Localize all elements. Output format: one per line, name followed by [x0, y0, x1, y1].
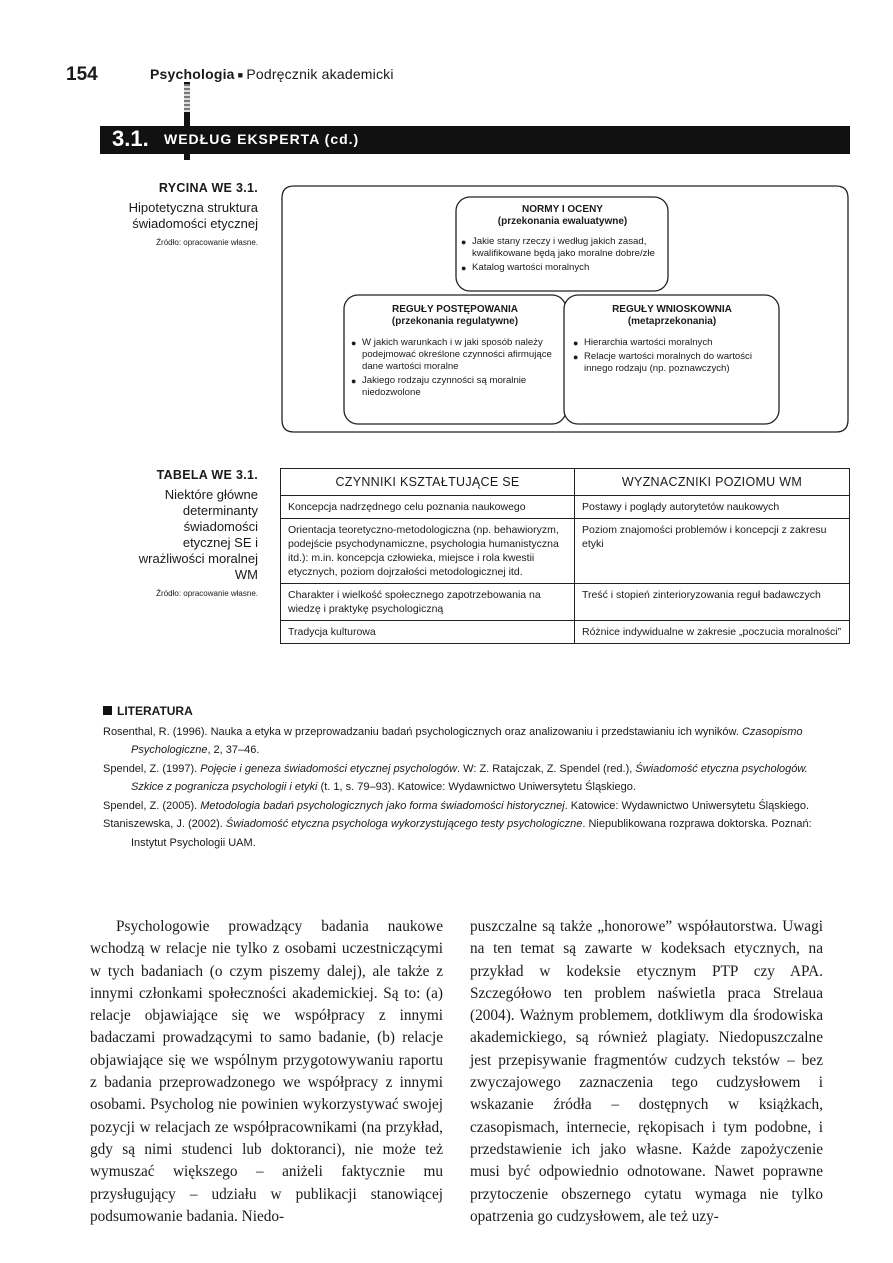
running-title: [150, 66, 394, 82]
reference-text: . Katowice: Wydawnictwo Uniwersytetu Śląskiego.: [564, 799, 810, 812]
reference-title: Metodologia badań psychologicznych jako forma świadomości historycznej: [200, 799, 565, 812]
column-header: WYZNACZNIKI POZIOMU WM: [575, 469, 850, 496]
reference-text: Spendel, Z. (2005).: [103, 799, 201, 812]
book-subtitle: Podręcznik akademicki: [246, 66, 394, 82]
body-paragraph: puszczalne są także „honorowe” współautorstwa. Uwagi na ten temat są zawarte w kodeksach etycznych, na przykład w kodeksie etycznym PTP czy APA. Szczegółowo ten problem naświetla praca Strelaua (2004). Ważnym problemem, dotkliwym dla środowiska akademickiego, są również plagiaty. Niedopuszczalne jest przepisywanie fragmentów cudzych tekstów – bez zwyczajowego zaznaczenia tego cudzysłowem i wskazanie źródła – dostępnych w książkach, czasopismach, internecie, rękopisach i tym podobne, i przedstawienie ich jako własne. Każde zapożyczenie musi być odpowiednio odnotowane. Nawet poprawne przytoczenie obszernego cytatu wymaga nie tylko opatrzenia go cudzysłowem, ale też uzy-: [470, 918, 823, 1225]
figure-label: RYCINA WE 3.1.: [158, 181, 258, 195]
reference-text: . Niepublikowana rozprawa doktorska. Poznań: Instytut Psychologii UAM.: [131, 818, 812, 849]
figure-caption: [108, 181, 258, 247]
table-row: [281, 519, 850, 584]
table-cell: Poziom znajomości problemów i koncepcji z zakresu etyki: [575, 519, 850, 584]
table-cell: Postawy i poglądy autorytetów naukowych: [575, 496, 850, 519]
table-source: Źródło: opracowanie własne.: [156, 589, 258, 598]
reference-journal: Czasopismo Psychologiczne: [131, 725, 803, 756]
conduct-rules-list: [350, 337, 560, 399]
inference-rules-item: ● Hierarchia wartości moralnych: [584, 337, 772, 349]
page-number: 154: [66, 64, 98, 85]
table-caption: [138, 468, 258, 598]
conduct-rules-title: REGUŁY POSTĘPOWANIA: [392, 304, 518, 315]
conduct-rules-subtitle: (przekonania regulatywne): [391, 316, 519, 327]
table-row: [281, 584, 850, 621]
reference-book-title: Świadomość etyczna psychologów. Szkice z pogranicza psychologii i etyki: [131, 762, 808, 793]
norms-box: [460, 204, 665, 276]
conduct-rules-item: ● Jakiego rodzaju czynności są moralnie niedozwolone: [362, 375, 560, 399]
inference-rules-item: ● Relacje wartości moralnych do wartości innego rodzaju (np. poznawczych): [584, 351, 772, 375]
table-cell: Różnice indywidualne w zakresie „poczucia moralności”: [575, 621, 850, 644]
table-row: [281, 621, 850, 644]
ethics-structure-diagram: [280, 184, 850, 434]
inference-rules-box: [572, 304, 772, 377]
reference-text: , 2, 37–46.: [207, 744, 260, 756]
body-column-right: [470, 916, 823, 1228]
reference-text: . W: Z. Ratajczak, Z. Spendel (red.),: [457, 762, 636, 775]
norms-title: NORMY I OCENY: [522, 204, 603, 215]
table-row: [281, 496, 850, 519]
reference-text: Rosenthal, R. (1996). Nauka a etyka w przeprowadzaniu badań psychologicznych oraz analizowaniu i przedstawianiu ich wyników.: [103, 725, 742, 738]
body-column-left: [90, 916, 443, 1228]
reference-item: [103, 723, 843, 760]
literature-heading-text: LITERATURA: [117, 704, 193, 718]
table-cell: Charakter i wielkość społecznego zapotrzebowania na wiedzę i praktykę psychologiczną: [281, 584, 575, 621]
conduct-rules-item: ● W jakich warunkach i w jaki sposób należy podejmować określone czynności afirmujące dane wartości moralne: [362, 337, 560, 373]
literature-section: [103, 702, 843, 852]
table-cell: Treść i stopień zinterioryzowania reguł badawczych: [575, 584, 850, 621]
norms-list: [460, 236, 665, 274]
section-heading: [100, 126, 850, 154]
figure-source: Źródło: opracowanie własne.: [156, 238, 258, 247]
table-cell: Orientacja teoretyczno-metodologiczna (np. behawioryzm, podejście psychodynamiczne, psychologia humanistyczna itd.): m.in. koncepcja człowieka, miejsce i rola kwestii etycznych, poziom dojrzałości metodologicznej itd.: [281, 519, 575, 584]
reference-item: [103, 797, 843, 816]
reference-text: Spendel, Z. (1997).: [103, 762, 201, 775]
table-header-row: [281, 469, 850, 496]
header-rule-texture: [184, 84, 190, 112]
reference-text: Staniszewska, J. (2002).: [103, 818, 226, 830]
norms-item: ● Jakie stany rzeczy i według jakich zasad, kwalifikowane będą jako moralne dobre/złe: [472, 236, 665, 260]
norms-subtitle: (przekonania ewaluatywne): [497, 216, 628, 227]
inference-rules-title: REGUŁY WNIOSKOWNIA: [612, 304, 732, 315]
reference-title: Świadomość etyczna psychologa wykorzystującego testy psychologiczne: [225, 818, 583, 830]
section-number: 3.1.: [112, 126, 149, 151]
reference-item: [103, 815, 843, 852]
square-bullet-icon: [103, 706, 112, 715]
table-cell: Koncepcja nadrzędnego celu poznania naukowego: [281, 496, 575, 519]
reference-item: [103, 760, 843, 797]
literature-heading: [103, 702, 843, 721]
conduct-rules-box: [350, 304, 560, 401]
table-label: TABELA WE 3.1.: [156, 468, 258, 482]
body-paragraph: Psychologowie prowadzący badania naukowe wchodzą w relacje nie tylko z osobami uczestniczącymi w tych badaniach (o czym piszemy dalej), ale także z innymi członkami społeczności akademickiej. Są to: (a) relacje objawiające się we współpracy z innymi badaczami prowadzącymi to samo badanie, (b) relacje objawiające się we wspólnym przygotowywaniu raportu z badania przeprowadzonego we współpracy z innymi osobami. Psycholog nie powinien wykorzystywać swojej pozycji w relacjach ze współpracownikami (na przykład, gdy są nimi studenci lub doktoranci), nie może też wymuszać większego – aniżeli faktycznie mu przysługujący – udziału w publikacji stanowiącej podsumowanie badania. Niedo-: [90, 918, 443, 1225]
norms-item: ● Katalog wartości moralnych: [472, 262, 665, 274]
column-header: CZYNNIKI KSZTAŁTUJĄCE SE: [281, 469, 575, 496]
book-title: Psychologia: [150, 66, 235, 82]
determinants-table: [280, 468, 850, 644]
section-title: WEDŁUG EKSPERTA (cd.): [164, 131, 360, 147]
inference-rules-list: [572, 337, 772, 375]
inference-rules-subtitle: (metaprzekonania): [627, 316, 717, 327]
reference-text: (t. 1, s. 79–93). Katowice: Wydawnictwo Uniwersytetu Śląskiego.: [317, 781, 636, 793]
reference-title: Pojęcie i geneza świadomości etycznej psychologów: [200, 762, 458, 775]
title-separator: ■: [237, 70, 244, 80]
figure-caption-text: Hipotetyczna struktura świadomości etycznej: [128, 200, 258, 231]
table-caption-text: Niektóre główne determinanty świadomości etycznej SE i wrażliwości moralnej WM: [138, 487, 258, 582]
table-cell: Tradycja kulturowa: [281, 621, 575, 644]
